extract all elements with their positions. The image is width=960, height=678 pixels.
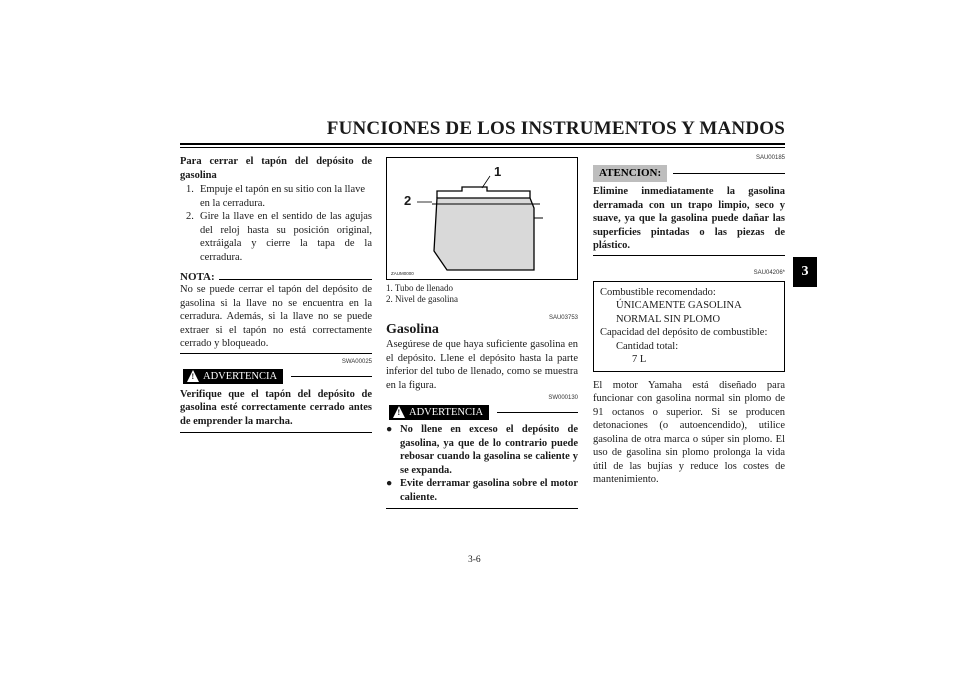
step-text: Gire la llave en el sentido de las agujas del reloj hasta su posición original, extráigala y cierre la tapa de la cerradura.: [200, 211, 372, 263]
spec-line: ÚNICAMENTE GASOLINA: [616, 300, 742, 311]
attention-end-rule: [593, 255, 785, 256]
section-code: SAU03753: [548, 315, 578, 321]
spec-line: 7 L: [632, 354, 647, 365]
attention-banner: [593, 165, 785, 182]
warning-rule: [497, 412, 578, 413]
nota-rule: [219, 279, 372, 280]
warning-rule: [291, 376, 372, 377]
step-text: Empuje el tapón en su sitio con la llave en la cerradura.: [200, 184, 366, 209]
fuel-body-text: El motor Yamaha está diseñado para funcionar con gasolina normal sin plomo de 91 octanos o superior. Si se producen detonaciones (o autoencendido), utilice gasolina de otra marca o súper sin plomo. El uso de gasolina sin plomo prolonga la vida útil de las bujías y reduce los costes de mantenimiento.: [593, 379, 785, 485]
warning-code: SWA00025: [341, 358, 372, 365]
bullet-text: Evite derramar gasolina sobre el motor caliente.: [400, 478, 578, 503]
bullet-icon: ●: [386, 424, 393, 435]
middle-column: [386, 157, 578, 509]
right-column: [593, 155, 785, 487]
warning-banner: [180, 369, 372, 384]
callout-1: 1: [494, 164, 502, 179]
nota-end-rule: [180, 353, 372, 354]
caption-2: 2. Nivel de gasolina: [386, 294, 458, 304]
fuel-tank-illustration: [387, 158, 577, 279]
page-number: 3-6: [468, 555, 481, 565]
warning-end-rule: [180, 432, 372, 433]
chapter-tab: 3: [793, 257, 817, 287]
step-1: [180, 183, 372, 210]
spec-line: NORMAL SIN PLOMO: [616, 313, 721, 325]
step-2: [180, 210, 372, 264]
bullet-text: No llene en exceso el depósito de gasolina, ya que de lo contrario puede rebosar cuando la gasolina se caliente y se expanda.: [400, 424, 578, 476]
fuel-spec-box: [593, 281, 785, 372]
attention-rule: [673, 173, 785, 174]
warning-end-rule: [386, 508, 578, 509]
nota-text: No se puede cerrar el tapón del depósito de gasolina si la llave no se encuentra en la cerradura. Además, si la llave no se puede extraer si el tapón no está correctamente cerrado y bloqueado.: [180, 284, 372, 349]
exclamation-icon: !: [397, 408, 401, 417]
step-number: 1.: [186, 184, 194, 195]
warning-label: ADVERTENCIA: [203, 370, 278, 382]
attention-code: SAU00185: [755, 155, 785, 161]
page-header-title: FUNCIONES DE LOS INSTRUMENTOS Y MANDOS: [326, 118, 785, 139]
figure-captions: [386, 283, 578, 305]
header-rule: [180, 143, 785, 145]
list-item: [386, 477, 578, 504]
spec-line: Cantidad total:: [616, 340, 679, 352]
warning-label-box: [389, 405, 489, 420]
closing-cap-heading: Para cerrar el tapón del depósito de gasolina: [180, 156, 372, 181]
left-column: [180, 155, 372, 433]
spec-line: Capacidad del depósito de combustible:: [600, 327, 768, 338]
spec-line: Combustible recomendado:: [600, 286, 716, 298]
attention-label: ATENCION:: [593, 165, 667, 182]
attention-text: Elimine inmediatamente la gasolina derramada con un trapo limpio, seco y suave, ya que la gasolina puede dañar las superficies pintadas o las piezas de plástico.: [593, 186, 785, 251]
spec-code: SAU04206*: [753, 269, 785, 276]
warning-label-box: [183, 369, 283, 384]
list-item: [386, 423, 578, 477]
warning-banner: [386, 405, 578, 420]
header-rule-thin: [180, 147, 785, 148]
step-number: 2.: [186, 211, 194, 222]
bullet-icon: ●: [386, 478, 393, 489]
nota-label: NOTA:: [180, 271, 215, 283]
warning-label: ADVERTENCIA: [409, 407, 484, 418]
exclamation-icon: !: [191, 371, 195, 381]
warning-bullets: [386, 423, 578, 504]
section-title: Gasolina: [386, 322, 439, 337]
nota-header: [180, 271, 372, 283]
figure-code: ZAUM0000: [391, 271, 414, 276]
section-text: Asegúrese de que haya suficiente gasolina en el depósito. Llene el depósito hasta la parte inferior del tubo de llenado, como se muestra en la figura.: [386, 339, 578, 391]
caption-1: 1. Tubo de llenado: [386, 283, 454, 293]
warning-code: SW000130: [548, 395, 578, 401]
warning-text: Verifique que el tapón del depósito de gasolina esté correctamente cerrado antes de emprender la marcha.: [180, 388, 372, 427]
callout-2: 2: [404, 193, 412, 208]
fuel-tank-figure: [386, 157, 578, 280]
